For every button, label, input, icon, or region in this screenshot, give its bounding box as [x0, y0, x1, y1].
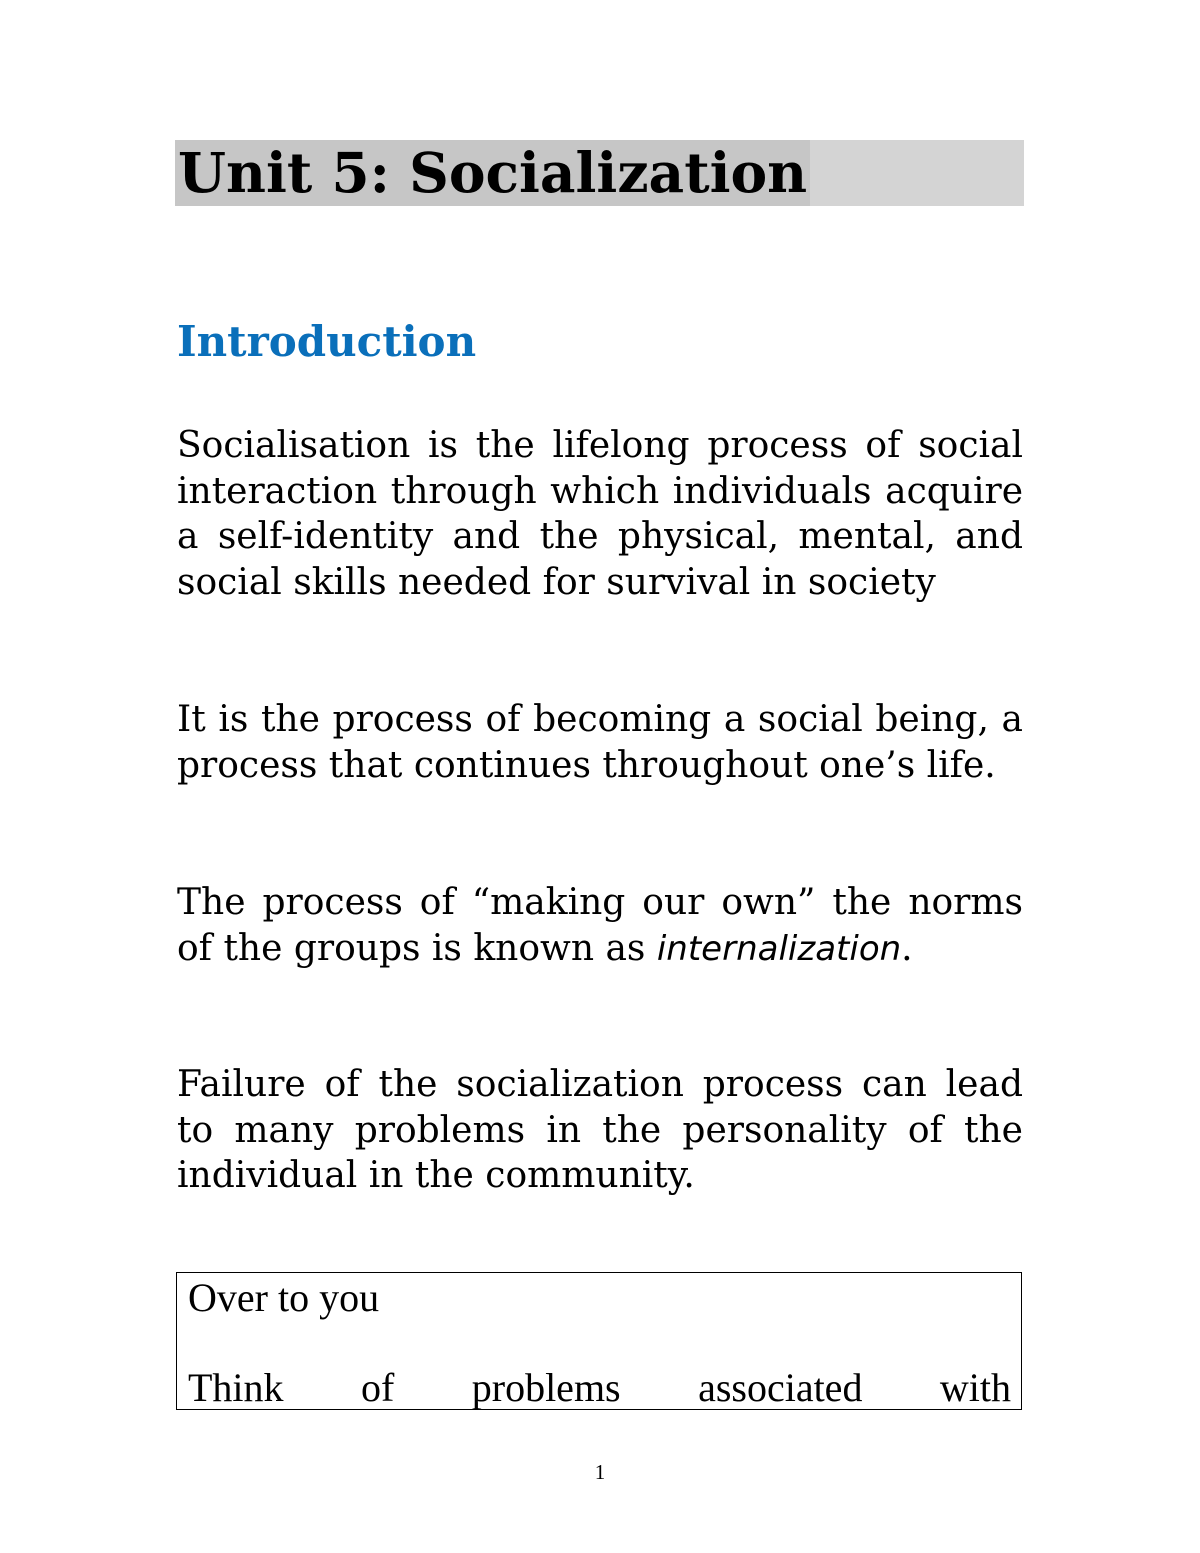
paragraph-failure: Failure of the socialization process can lead to many problems in the personality of the individual in the community. [177, 1064, 1023, 1196]
activity-box-title: Over to you [188, 1275, 380, 1320]
paragraph-internalization-end: . [901, 927, 913, 969]
activity-word: problems [471, 1365, 621, 1410]
paragraph-social-being: It is the process of becoming a social being, a process that continues throughout one’s life. [177, 699, 1023, 786]
title-bar [175, 140, 1024, 206]
paragraph-internalization [177, 880, 1023, 972]
paragraph-definition: Socialisation is the lifelong process of social interaction through which individuals acquire a self-identity and the physical, mental, and social skills needed for survival in society [177, 425, 1023, 603]
paragraph-internalization-text: The process of “making our own” the norms of the groups is known as [177, 882, 1023, 969]
activity-box [176, 1272, 1022, 1410]
page-title: Unit 5: Socialization [175, 140, 810, 206]
activity-box-body [188, 1365, 1011, 1410]
activity-word: associated [698, 1365, 863, 1410]
section-heading: Introduction [177, 317, 477, 366]
internalization-term: internalization [656, 928, 902, 969]
activity-word: of [360, 1365, 395, 1410]
activity-word: Think [188, 1365, 284, 1410]
page-number: 1 [594, 1460, 606, 1484]
activity-word: with [939, 1365, 1011, 1410]
